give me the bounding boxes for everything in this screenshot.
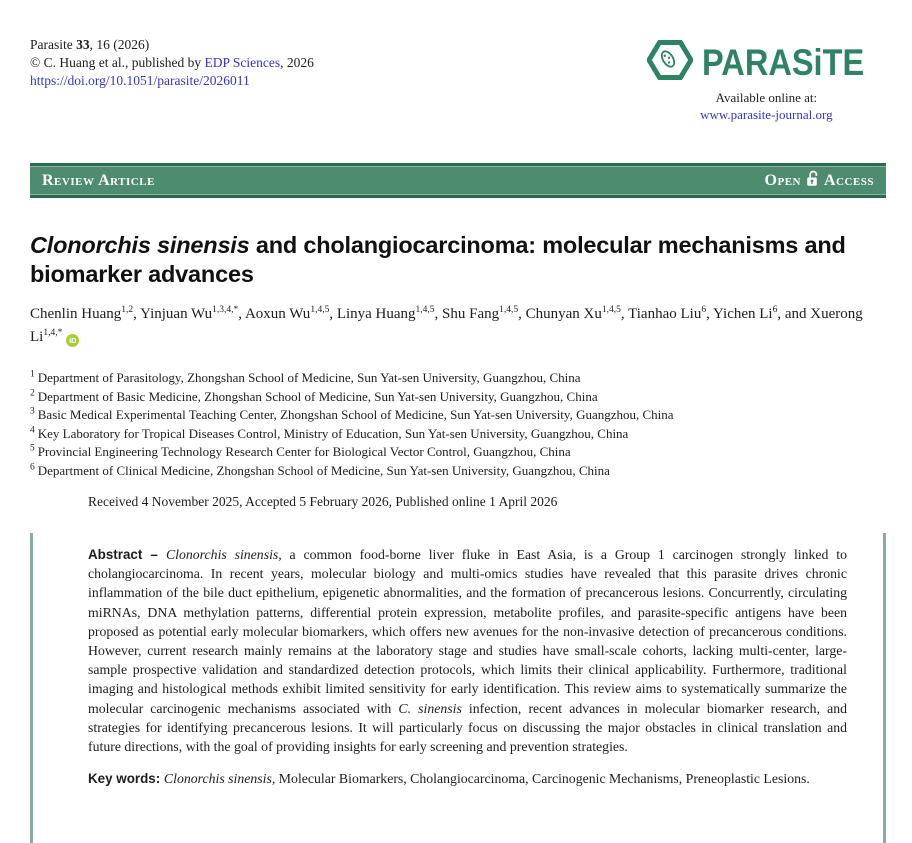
affiliation-item: $^3$ Basic Medical Experimental Teaching Center, Zhongshan School of Medicine, Sun Yat-sen University, Guangzhou, China [30,406,674,422]
affiliation-item: $^4$ Key Laboratory for Tropical Diseases Control, Ministry of Education, Sun Yat-sen University, Guangzhou, China [30,425,629,441]
author: Chenlin Huang$^{1,2}$, [30,305,141,322]
open-access-word-open: Open [764,171,801,189]
journal-wordmark: PARASiTE [701,41,864,83]
journal-logo-block [647,40,886,123]
title-rest: and cholangiocarcinoma: molecular mechanisms and biomarker advances [30,232,846,287]
article-type-banner [30,163,886,198]
copyright-line [30,54,314,72]
affiliation-item: $^2$ Department of Basic Medicine, Zhongshan School of Medicine, Sun Yat-sen University, Guangzhou, China [30,388,598,404]
journal-url-link[interactable]: www.parasite-journal.org [700,107,833,122]
keywords-label: Key words: [88,771,164,787]
journal-name-text: Parasite [30,37,77,52]
open-access-badge [765,170,874,192]
open-lock-icon [806,170,819,192]
affiliation-list [30,369,890,480]
keywords-paragraph [88,769,847,788]
abstract-label: Abstract – [88,547,166,562]
orcid-icon[interactable]: iD [66,334,79,347]
species-abbrev-italic: C. sinensis [398,700,462,716]
edp-sciences-link[interactable]: EDP Sciences [204,55,281,70]
citation-line [30,36,314,54]
article-type-label: Review Article [42,171,155,189]
species-name-italic: Clonorchis sinensis [165,547,279,562]
article-title [30,231,850,289]
abstract-box [30,533,886,843]
history-dates: Received 4 November 2025, Accepted 5 February 2026, Published online 1 April 2026 [88,494,558,509]
author: Shu Fang$^{1,4,5}$, [442,305,526,322]
copyright-year-text: , 2026 [280,55,314,70]
author: Chunyan Xu$^{1,4,5}$, [525,305,629,322]
abstract-text-1: , a common food-borne liver fluke in East Asia, is a Group 1 carcinogen strongly linked to cholangiocarcinoma. In recent years, molecular biology and multi-omics studies have revealed that this parasite drives chronic inflammation of the bile duct epithelium, epigenetic abnormalities, and the formation of precancerous lesions. Concurrently, circulating miRNAs, DNA methylation patterns, differential protein expression, metabolite profiles, and parasite-specific antigens have been proposed as potential early molecular biomarkers, which offers new avenues for the non-invasive detection of precancerous conditions. However, current research mainly remains at the laboratory stage and studies have small-scale cohorts, lacking multi-center, large-sample prospective validation and standardized detection protocols, which limits their clinical applicability. Furthermore, traditional imaging and histological methods exhibit limited sensitivity for early identification. This review aims to systematically summarize the molecular carcinogenic mechanisms associated with [88,547,847,716]
parasite-hexagon-icon [647,40,693,85]
author: Tianhao Liu$^6$, [628,305,714,322]
page-header [30,36,886,123]
author: Yichen Li$^6$, and [713,305,811,322]
volume-number: 33 [76,37,90,52]
abstract-paragraph [88,545,847,756]
keywords-text: , Molecular Biomarkers, Cholangiocarcinoma, Carcinogenic Mechanisms, Preneoplastic Lesions. [271,771,810,787]
citation-block [30,36,314,123]
author: Linya Huang$^{1,4,5}$, [336,305,443,322]
open-access-word-access: Access [823,171,874,189]
issue-year-text: , 16 (2026) [89,37,150,52]
available-online-text: Available online at: [715,90,818,105]
title-species-italic: Clonorchis sinensis [30,232,250,258]
copyright-text: © C. Huang et al., published by [30,55,205,70]
affiliation-item: $^6$ Department of Clinical Medicine, Zhongshan School of Medicine, Sun Yat-sen University, Guangzhou, China [30,462,610,478]
author: Yinjuan $Wu^{1,3,4,*}$, [140,305,245,322]
affiliation-item: $^5$ Provincial Engineering Technology Research Center for Biological Vector Control, Guangzhou, China [30,443,571,459]
author: Aoxun Wu$^{1,4,5}$, [244,305,337,322]
doi-link[interactable]: https://doi.org/10.1051/parasite/2026011 [30,73,250,88]
keywords-species-italic: Clonorchis sinensis [163,771,272,787]
author: Xuerong $Li^{1,4,*}$ [30,306,863,345]
author-list [30,303,886,349]
affiliation-item: $^1$ Department of Parasitology, Zhongshan School of Medicine, Sun Yat-sen University, Guangzhou, China [30,369,581,385]
abstract-text-2: infection, recent advances in molecular biomarker research, and strategies for identifying precancerous lesions. It will particularly focus on discussing the major obstacles in clinical translation and future directions, with the goal of providing insights for early screening and prevention strategies. [88,700,848,755]
